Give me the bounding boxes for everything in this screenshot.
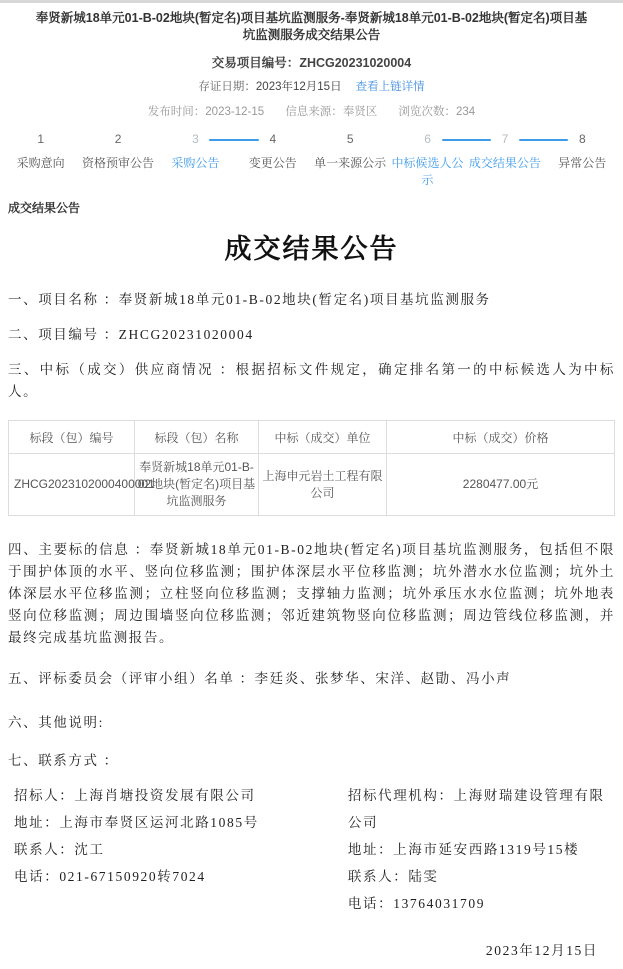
cell-winning-price: 2280477.00元 xyxy=(387,454,615,516)
agency-address-line: 地址：上海市延安西路1319号15楼 xyxy=(347,842,580,858)
section-other-notes: 六、其他说明: xyxy=(8,714,104,730)
section-project-number: 二、项目编号 ：ZHCG20231020004 xyxy=(8,326,254,342)
progress-steps xyxy=(0,132,623,188)
step-procurement-intent[interactable]: 1 采购意向 xyxy=(16,132,65,170)
publish-meta-row xyxy=(0,103,623,119)
announcement-body-2 xyxy=(0,539,623,772)
tenderer-name-line: 招标人：上海肖塘投资发展有限公司 xyxy=(14,788,256,804)
cell-package-number: ZHCG2023102000400001 xyxy=(9,454,135,516)
section-supplier-info: 三、中标（成交）供应商情况 ：根据招标文件规定，确定排名第一的中标候选人为中标人。 xyxy=(8,361,615,399)
table-header-row xyxy=(9,421,615,454)
info-source: 信息来源：奉贤区 xyxy=(285,106,378,118)
col-package-name: 标段（包）名称 xyxy=(135,421,259,454)
tenderer-address-line: 地址：上海市奉贤区运河北路1085号 xyxy=(14,815,259,831)
agency-contact xyxy=(348,782,615,917)
breadcrumb: 成交结果公告 xyxy=(8,201,81,215)
announcement-title: 成交结果公告 xyxy=(224,234,399,264)
section-subject-info: 四、主要标的信息 ：奉贤新城18单元01-B-02地块(暂定名)项目基坑监测服务，包括但不限于围护体顶的水平、竖向位移监测；围护体深层水平位移监测；坑外潜水水位监测；坑外土体深层水平位移监测；立柱竖向位移监测；支撑轴力监测；坑外承压水水位监测；坑外地表竖向位移监测；周边围墙竖向位移监测；邻近建筑物竖向位移监测；周边管线位移监测，并最终完成基坑监测报告。 xyxy=(8,542,615,645)
announcement-date: 2023年12月15日 xyxy=(485,943,598,959)
step-single-source-publicity[interactable]: 5 单一来源公示 xyxy=(314,132,387,170)
award-result-table xyxy=(8,420,615,516)
agency-name-line: 招标代理机构：上海财瑞建设管理有限公司 xyxy=(347,788,605,831)
cert-date-label: 存证日期： xyxy=(198,81,256,93)
section-contact-heading: 七、联系方式 ： xyxy=(8,753,119,769)
step-abnormal-notice[interactable]: 8 异常公告 xyxy=(558,132,607,170)
tenderer-phone-line: 电话：021-67150920转7024 xyxy=(14,869,206,885)
trade-number-row xyxy=(0,53,623,71)
view-chain-link[interactable]: 查看上链详情 xyxy=(355,81,425,93)
step-procurement-notice[interactable]: 3 采购公告 xyxy=(157,132,234,188)
col-winning-unit: 中标（成交）单位 xyxy=(259,421,387,454)
col-winning-price: 中标（成交）价格 xyxy=(387,421,615,454)
col-package-number: 标段（包）编号 xyxy=(9,421,135,454)
step-change-notice[interactable]: 4 变更公告 xyxy=(248,132,297,170)
step-candidate-publicity[interactable]: 6 中标候选人公示 xyxy=(389,132,466,188)
page-top-divider xyxy=(0,0,623,3)
page-title: 奉贤新城18单元01-B-02地块(暂定名)项目基坑监测服务-奉贤新城18单元01-B-02地块(暂定名)项目基坑监测服务成交结果公告 xyxy=(35,11,588,42)
view-count: 浏览次数：234 xyxy=(398,106,476,118)
section-project-name: 一、项目名称 ：奉贤新城18单元01-B-02地块(暂定名)项目基坑监测服务 xyxy=(8,292,491,307)
cert-date-value: 2023年12月15日 xyxy=(255,81,342,93)
cell-winning-unit: 上海申元岩土工程有限公司 xyxy=(259,454,387,516)
cell-package-name: 奉贤新城18单元01-B-02地块(暂定名)项目基坑监测服务 xyxy=(135,454,259,516)
agency-contact-person-line: 联系人：陆雯 xyxy=(347,869,439,885)
step-result-notice[interactable]: 7 成交结果公告 xyxy=(466,132,543,188)
agency-phone-line: 电话：13764031709 xyxy=(347,896,486,912)
trade-number-value: ZHCG20231020004 xyxy=(299,56,412,70)
cert-date-row xyxy=(0,78,623,94)
tenderer-contact-person-line: 联系人：沈工 xyxy=(14,842,105,858)
step-prequalification-notice[interactable]: 2 资格预审公告 xyxy=(82,132,155,170)
tenderer-contact xyxy=(8,782,348,917)
publish-time: 发布时间：2023-12-15 xyxy=(147,106,265,118)
contact-block xyxy=(0,782,623,917)
table-row xyxy=(9,454,615,516)
trade-number-label: 交易项目编号： xyxy=(211,56,300,70)
section-committee-list: 五、评标委员会（评审小组）名单 ：李廷炎、张梦华、宋洋、赵勖、冯小声 xyxy=(8,670,512,686)
announcement-body xyxy=(0,289,623,402)
